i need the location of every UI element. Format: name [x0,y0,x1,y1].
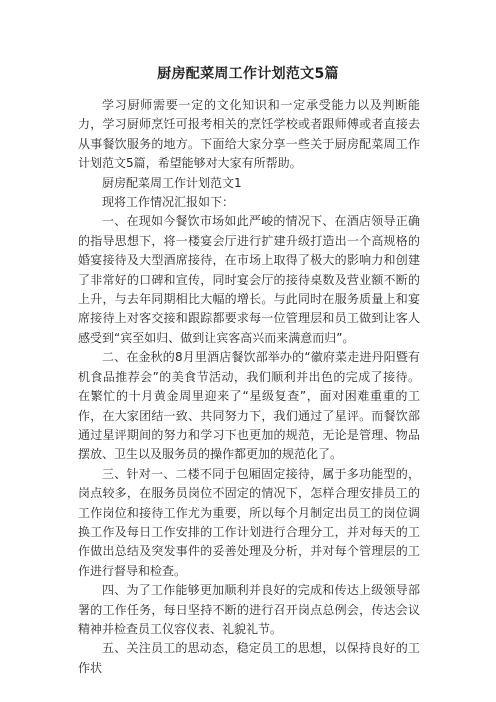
intro-paragraph: 学习厨师需要一定的文化知识和一定承受能力以及判断能力，学习厨师烹饪可报考相关的烹饪学校或者跟师傅或者直接去从事餐饮服务的地方。下面给大家分享一些关于厨房配菜周工作计划范文5篇，希望能够对大家有所帮助。 [78,98,420,171]
body-paragraph-1: 一、在现如今餐饮市场如此严峻的情况下、在酒店领导正确的指导思想下，将一楼宴会厅进行扩建升级打造出一个高规格的婚宴接待及大型酒席接待，在市场上取得了极大的影响力和创建了非常好的口碑和宣传，同时宴会厅的接待桌数及营业额不断的上升，与去年同期相比大幅的增长。与此同时在服务质量上和宴席接待上对客交接和跟踪都要求每一位管理层和员工做到让客人感受到“宾至如归、做到让宾客高兴而来满意而归”。 [78,214,420,345]
report-intro-paragraph: 现将工作情况汇报如下： [102,195,235,210]
body-paragraph-4: 四、为了工作能够更加顺利并良好的完成和传达上级领导部署的工作任务，每日坚持不断的进行召开岗点总例会，传达会议精神并检查员工仪容仪表、礼貌礼节。 [78,583,420,636]
document-title: 厨房配菜周工作计划范文5篇 [157,66,339,82]
document-body [78,96,420,678]
section-heading: 厨房配菜周工作计划范文1 [102,175,242,190]
body-paragraph-3: 三、针对一、二楼不同于包厢固定接待，属于多功能型的，岗点较多，在服务员岗位不固定的情况下，怎样合理安排员工的工作岗位和接待工作尤为重要，所以每个月制定出员工的岗位调换工作及每日工作安排的工作计划进行合理分工，并对每天的工作做出总结及突发事件的妥善处理及分析，并对每个管理层的工作进行督导和检查。 [78,466,420,578]
body-paragraph-5: 五、关注员工的思动态，稳定员工的思想，以保持良好的工作状 [78,641,420,675]
body-paragraph-2: 二、在金秋的8月里酒店餐饮部举办的“徽府菜走进丹阳暨有机食品推荐会”的美食节活动，我们顺利并出色的完成了接待。在繁忙的十月黄金周里迎来了“星级复查”，面对困难重重的工作，在大家团结一致、共同努力下，我们通过了星评。而餐饮部通过星评期间的努力和学习下也更加的规范，无论是管理、物品摆放、卫生以及服务员的操作都更加的规范化了。 [78,350,420,462]
